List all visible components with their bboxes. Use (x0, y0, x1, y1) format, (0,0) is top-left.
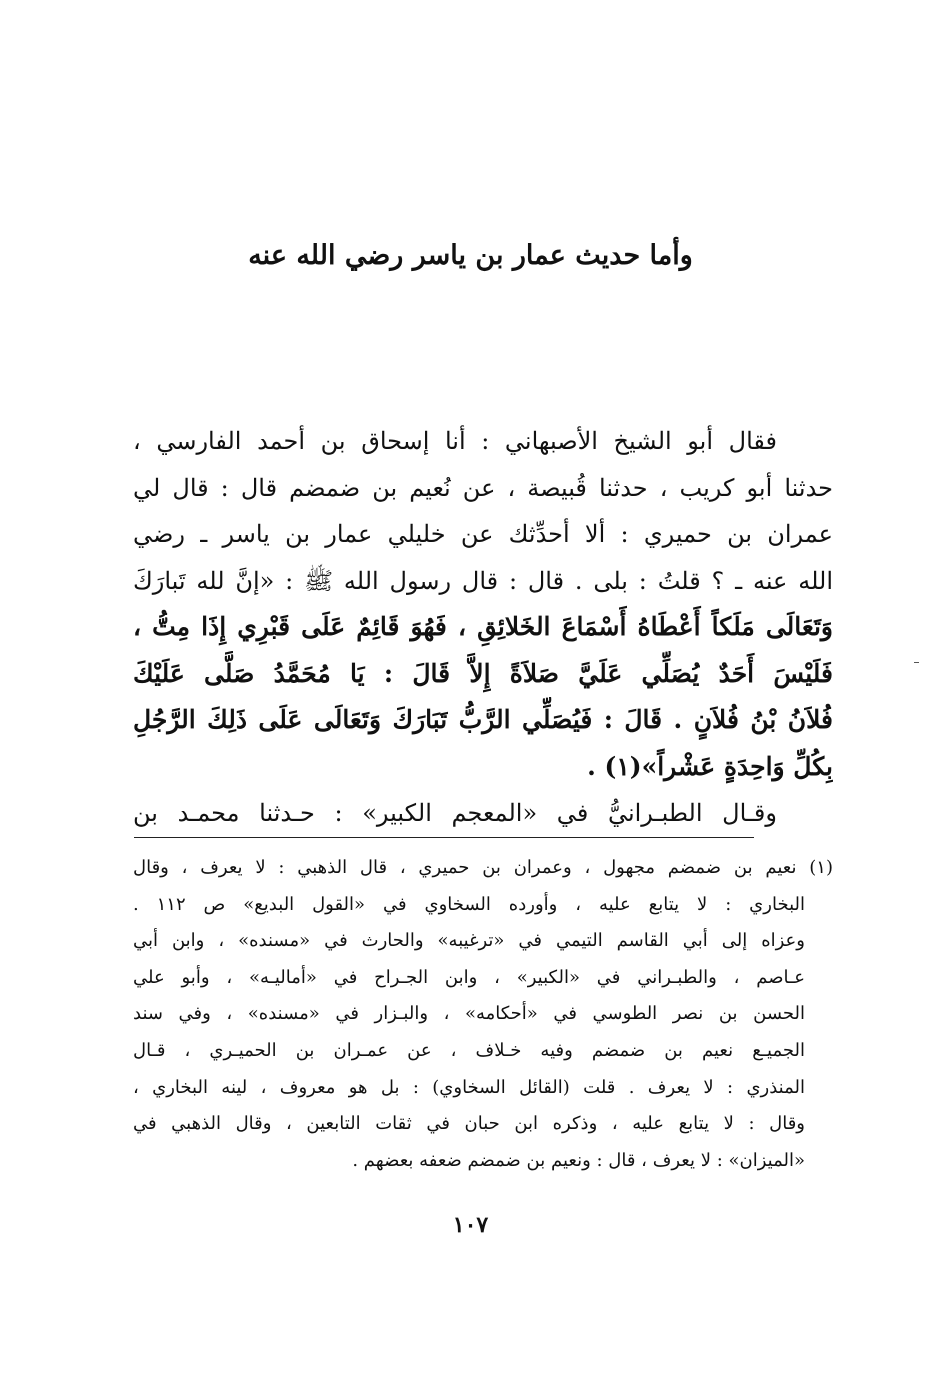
footnote-line: المنذري : لا يعرف . قلت (القائل السخاوي) : بل هو معروف ، لينه البخاري ، (133, 1076, 805, 1098)
footnote-line: عـاصم ، والطبـراني في «الكبير» ، وابن الجـراح في «أماليـه» ، وأبو علي (133, 966, 805, 988)
footnote-line: «الميزان» : لا يعرف ، قال : ونعيم بن ضمضم ضعفه بعضهم . (352, 1149, 805, 1171)
page-number: ١٠٧ (452, 1212, 489, 1238)
main-line: الله عنه ـ ؟ قلتُ : بلى . قال : قال رسول الله ﷺ : «إنَّ لله تَبارَكَ (133, 566, 833, 595)
hadith-line: فَلَيْسَ أَحَدٌ يُصَلِّي عَلَيَّ صَلاَةً إِلاَّ قَالَ : يَا مُحَمَّدُ صَلَّى عَلَيْكَ (133, 658, 833, 688)
footnote-line: الحسن بن نصر الطوسي في «أحكامه» ، والبـزار في «مسنده» ، وفي سند (133, 1003, 805, 1025)
margin-mark (914, 662, 919, 663)
main-text (133, 418, 833, 837)
footnote-line: الجميـع نعيم بن ضمضم وفيه خـلاف ، عن عمـران بن الحميـري ، قـال (133, 1039, 805, 1061)
footnote-line: (١) نعيم بن ضمضم مجهول ، وعمران بن حميري ، قال الذهبي : لا يعرف ، وقال (133, 857, 833, 878)
hadith-line: فُلاَنُ بْنُ فُلاَنٍ . قَالَ : فَيُصَلِّي الرَّبُّ تَبَارَكَ وَتَعَالَى عَلَى ذَلِكَ الرَّجُلِ (133, 705, 833, 734)
main-line: عمران بن حميري : ألا أحدِّثك عن خليلي عمار بن ياسر ـ رضي (133, 520, 833, 548)
footnote-line: وقال : لا يتابع عليه ، وذكره ابن حبان في ثقات التابعين ، وقال الذهبي في (133, 1113, 805, 1135)
main-line: وقـال الطبـرانيُّ في «المعجم الكبير» : حـدثنا محمـد بن (133, 799, 777, 827)
section-heading: وأما حديث عمار بن ياسر رضي الله عنه (248, 240, 693, 271)
main-line: فقال أبو الشيخ الأصبهاني : أنا إسحاق بن أحمد الفارسي ، (133, 427, 777, 455)
main-line: حدثنا أبو كريب ، حدثنا قُبيصة ، عن نُعيم بن ضمضم قال : قال لي (133, 473, 833, 502)
footnote-line: وعزاه إلى أبي القاسم التيمي في «ترغيبه» والحارث في «مسنده» ، وابن أبي (133, 930, 805, 952)
footnotes (133, 850, 833, 1179)
footnote-divider (134, 837, 754, 838)
hadith-line: وَتَعَالَى مَلَكاً أَعْطَاهُ أَسْمَاعَ الخَلائِقِ ، فَهُوَ قَائِمٌ عَلَى قَبْرِي إِذَا مِتُّ ، (133, 612, 833, 641)
footnote-line: البخاري : لا يتابع عليه ، وأورده السخاوي في «القول البديع» ص ١١٢ . (133, 893, 805, 915)
hadith-line: بِكُلِّ وَاحِدَةٍ عَشْراً»(١) . (587, 751, 833, 781)
